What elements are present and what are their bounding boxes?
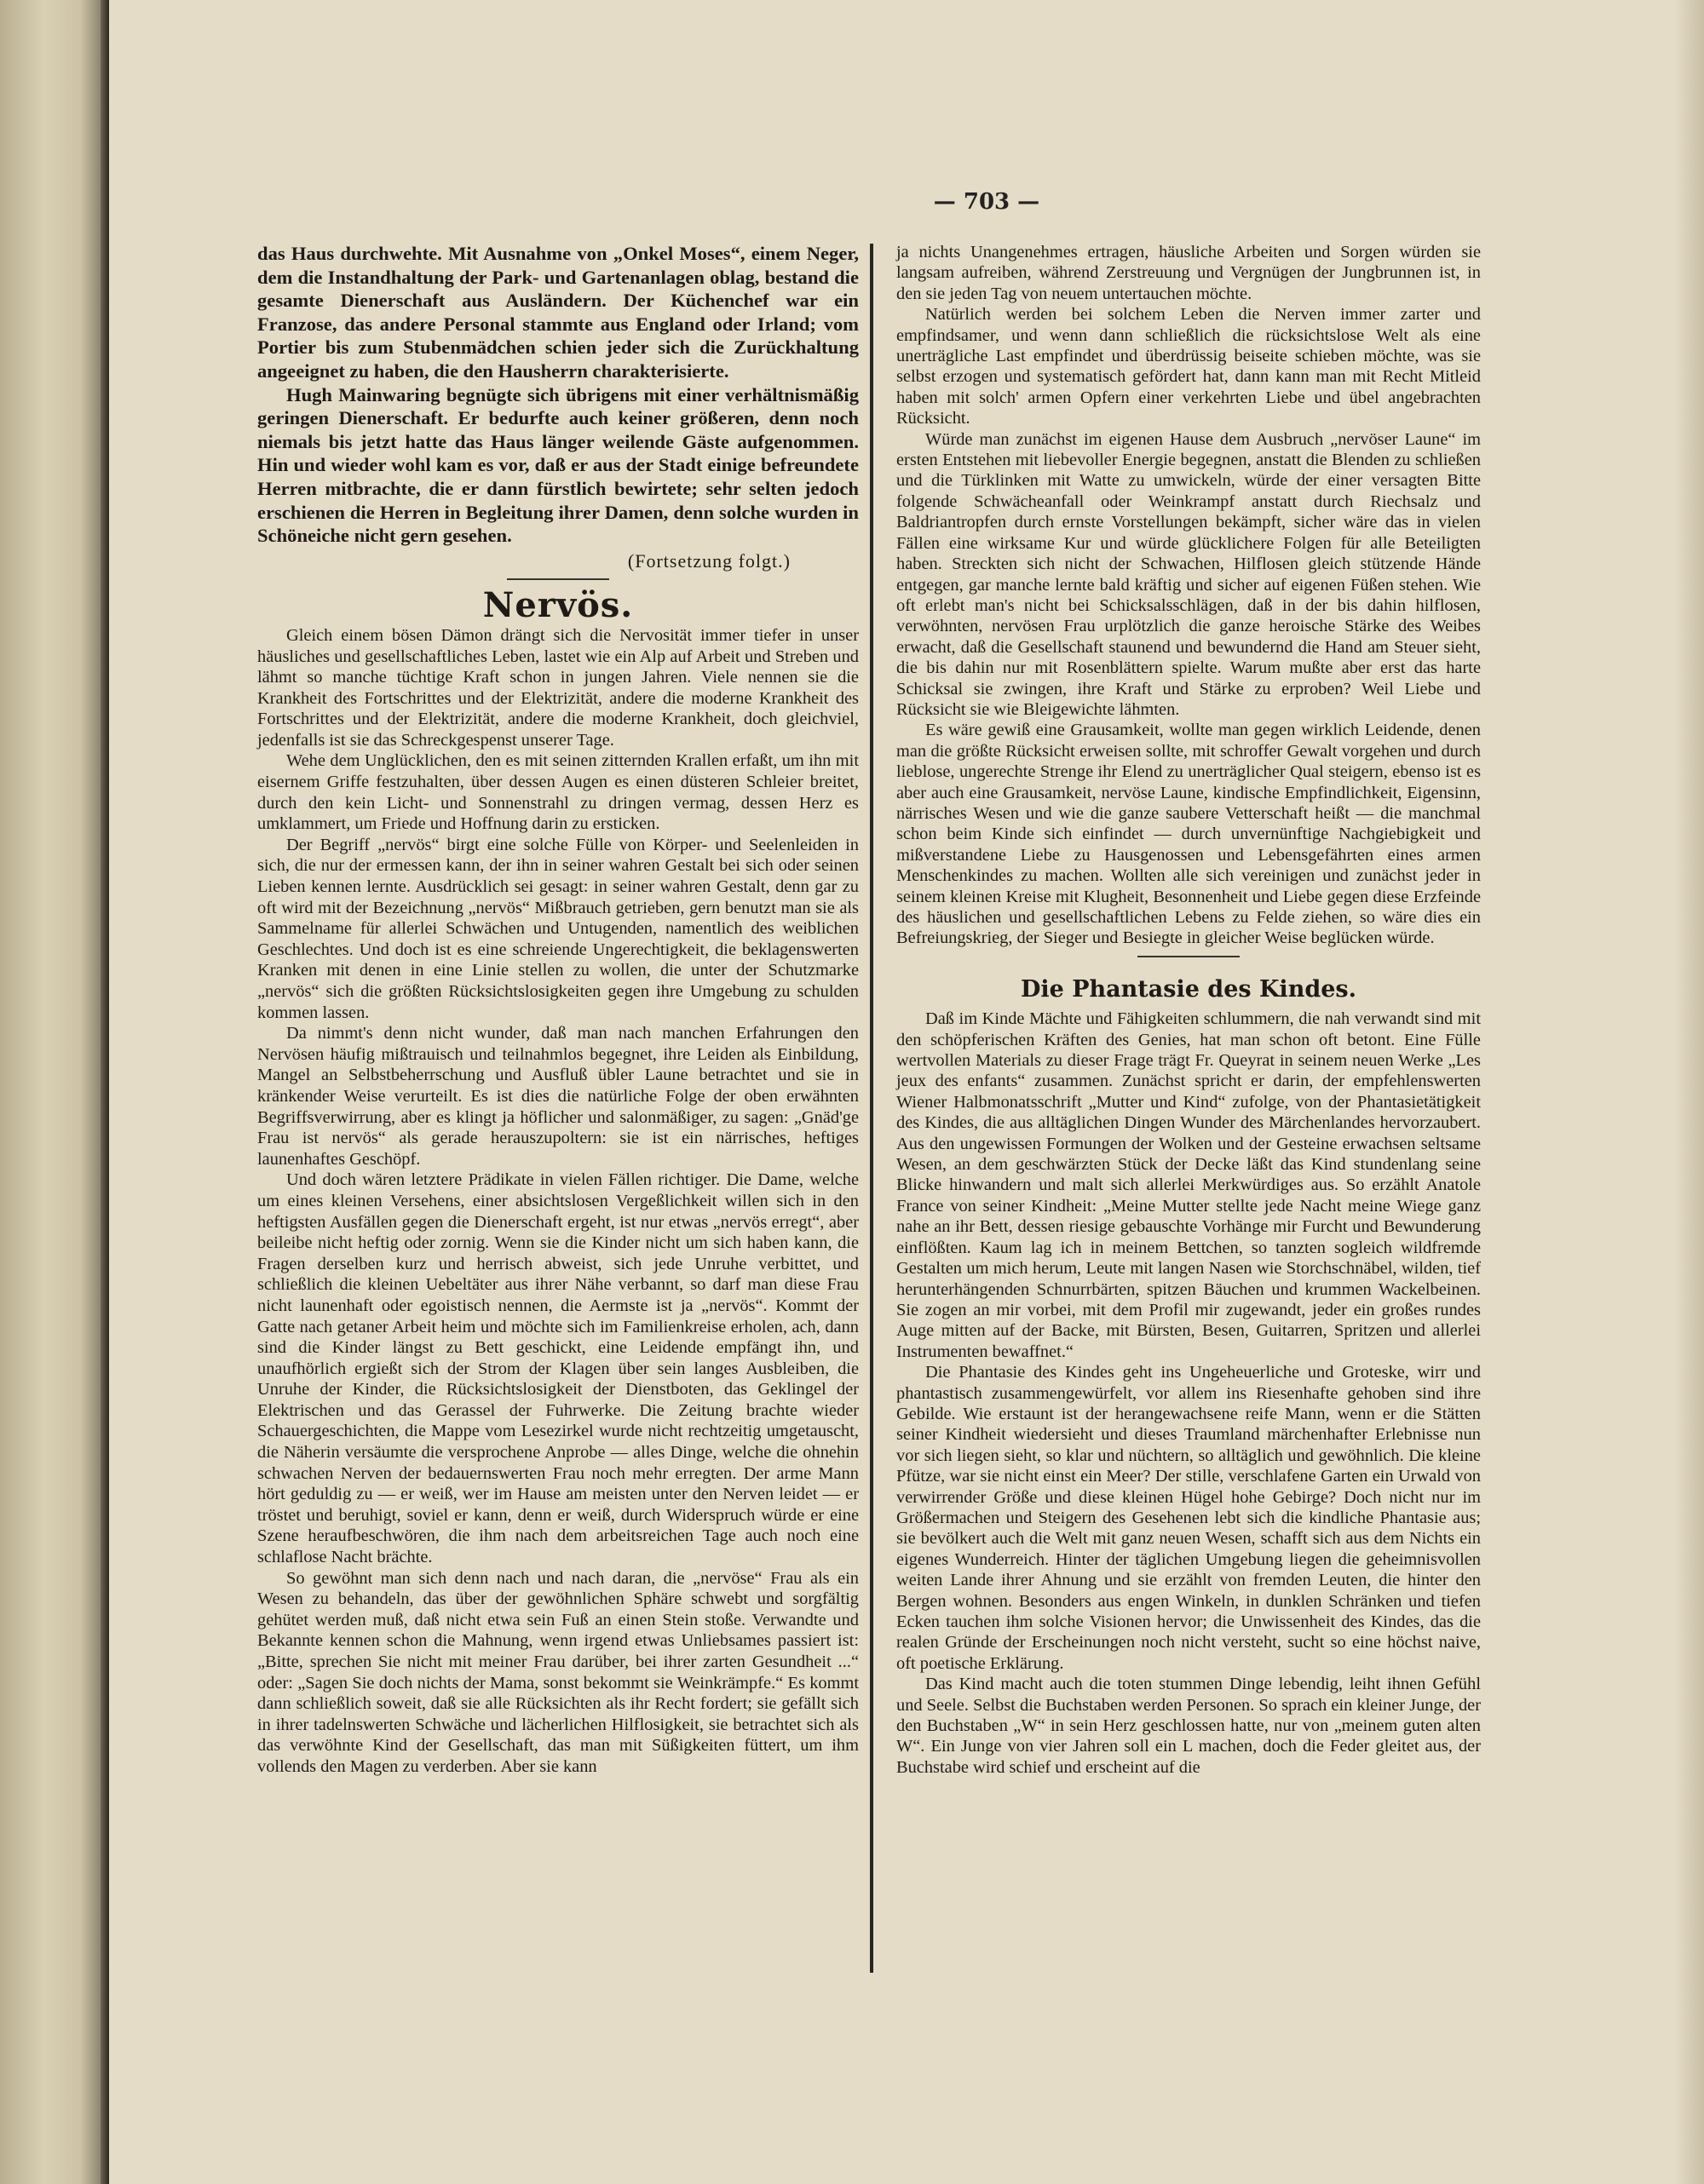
- second-article-body: [896, 1009, 1481, 1778]
- serial-paragraph: Hugh Mainwaring begnügte sich übrigens mit einer verhältnismäßig geringen Dienerschaft. Er bedurfte auch keiner größeren, denn noch niemals bis jetzt hatte das Haus länger weilende Gäste aufgenommen. Hin und wieder wohl kam es vor, daß er aus der Stadt einige befreundete Herren mitbrachte, die er dann fürstlich bewirtete; sehr selten jedoch erschienen die Herren in Begleitung ihrer Damen, denn solche wurden in Schöneiche nicht gern gesehen.: [257, 383, 859, 547]
- section-rule: [507, 578, 609, 580]
- page-number: — 703 —: [933, 189, 1040, 215]
- article-paragraph: Würde man zunächst im eigenen Hause dem Ausbruch „nervöser Laune“ im ersten Entstehen mit liebevoller Energie begegnen, anstatt die Blenden zu schließen und die Türklinken mit Watte zu umwickeln, würde der einer versagten Bitte folgende Schwächeanfall oder Weinkrampf anstatt durch Riechsalz und Baldriantropfen durch ernste Vorstellungen bekämpft, sicher wäre das in vielen Fällen eine wirksame Kur und würde glücklichere Folgen für alle Beteiligten haben. Streckten sich nicht der Schwachen, Hilflosen gleich stützende Hände entgegen, gar manche lernte bald kräftig und sicher auf eigenen Füßen stehen. Wie oft erlebt man's nicht bei Schicksalsschlägen, daß in der bis dahin hilflosen, verwöhnten, nervösen Frau urplötzlich die ganze heroische Stärke des Weibes erwacht, daß die Gesellschaft staunend und bewundernd die Hand am Steuer sieht, die bis dahin nur mit Rosenblättern spielte. Warum mußte aber erst das harte Schicksal sie zwingen, ihre Kraft und Stärke zu erproben? Weil Liebe und Rücksicht sie wie Bleigewichte lähmten.: [896, 429, 1481, 719]
- section-rule: [1137, 956, 1240, 957]
- facing-page-edge: [0, 0, 101, 2184]
- article-paragraph: Gleich einem bösen Dämon drängt sich die Nervosität immer tiefer in unser häusliches und gesellschaftliches Leben, lastet wie ein Alp auf Arbeit und Streben und lähmt so manche tüchtige Kraft schon in jungen Jahren. Viele nennen sie die Krankheit des Fortschrittes und der Elektrizität, andere die moderne Krankheit des Fortschrittes und der Elektrizität, andere die moderne Krankheit, doch gleichviel, jedenfalls ist sie das Schreckgespenst unserer Tage.: [257, 625, 859, 750]
- article-paragraph: ja nichts Unangenehmes ertragen, häusliche Arbeiten und Sorgen würden sie langsam aufreiben, während Zerstreuung und Vergnügen der Jungbrunnen ist, in den sie jeden Tag von neuem untertauchen möchte.: [896, 243, 1481, 303]
- article-paragraph: Der Begriff „nervös“ birgt eine solche Fülle von Körper- und Seelenleiden in sich, die nur der ermessen kann, der ihn in seiner wahren Gestalt bei sich oder seinen Lieben kennen lernte. Ausdrücklich sei gesagt: in seiner wahren Gestalt, denn gar zu oft wird mit der Bezeichnung „nervös“ Mißbrauch getrieben, gern benutzt man sie als Sammelname für allerlei Schwächen und Untugenden, namentlich des weiblichen Geschlechtes. Und doch ist es eine schreiende Ungerechtigkeit, die beklagenswerten Kranken mit denen in eine Linie stellen zu wollen, die unter der Schutzmarke „nervös“ sich die größten Rücksichtslosigkeiten gegen ihre Umgebung zu schulden kommen lassen.: [257, 835, 859, 1022]
- article-paragraph: Wehe dem Unglücklichen, den es mit seinen zitternden Krallen erfaßt, um ihn mit eisernem Griffe festzuhalten, über dessen Augen es einen düsteren Schleier breitet, durch den kein Licht- und Sonnenstrahl zu dringen vermag, dessen Herz es umklammert, um Friede und Hoffnung darin zu ersticken.: [257, 751, 859, 834]
- article-paragraph: Da nimmt's denn nicht wunder, daß man nach manchen Erfahrungen den Nervösen häufig mißtrauisch und teilnahmlos begegnet, ihre Leiden als Einbildung, Mangel an Selbstbeherrschung und Ausfluß übler Laune betrachtet und sie in kränkender Weise verurteilt. Es ist dies die natürliche Folge der oben erwähnten Begriffsverwirrung, aber es klingt ja höflicher und salonmäßiger, zu sagen: „Gnäd'ge Frau ist nervös“ als gerade herauszupoltern: sie ist ein närrisches, heftiges launenhaftes Geschöpf.: [257, 1024, 859, 1169]
- column-divider: [870, 244, 873, 1973]
- article-body: [257, 625, 859, 1778]
- article-paragraph: Und doch wären letztere Prädikate in vielen Fällen richtiger. Die Dame, welche um eines kleinen Versehens, einer absichtslosen Vergeßlichkeit willen sich in den heftigsten Ausfällen gegen die Dienerschaft ergeht, ist nur etwas „nervös erregt“, aber beileibe nicht heftig oder zornig. Wenn sie die Kinder nicht um sich haben kann, die Fragen derselben kurz und herrisch abweist, sich jede Unruhe verbittet, und schließlich die kleinen Uebeltäter aus ihrer Nähe verbannt, so darf man diese Frau nicht launenhaft oder egoistisch nennen, die Aermste ist ja „nervös“. Kommt der Gatte nach getaner Arbeit heim und möchte sich im Familienkreise erholen, ach, dann sind die Kinder längst zu Bett geschickt, eine Leidende empfängt ihn, und unaufhörlich ergießt sich der Strom der Klagen über sein langes Ausbleiben, die Unruhe der Kinder, die Rücksichtslosigkeit der Dienstboten, das Geklingel der Elektrischen und das Gerassel der Fuhrwerke. Die Zeitung brachte wieder Schauergeschichten, die Mappe vom Lesezirkel wurde nicht rechtzeitig umgetauscht, die Näherin versäumte die versprochene Anprobe — alles Dinge, welche die ohnehin schwachen Nerven der bedauernswerten Frau noch mehr erregten. Der arme Mann hört geduldig zu — er weiß, wer im Hause am meisten unter den Nerven leidet — er tröstet und beruhigt, soviel er kann, denn er weiß, durch Widerspruch würde er eine Szene heraufbeschwören, die ihm nach dem arbeitsreichen Tage auch noch eine schlaflose Nacht brächte.: [257, 1170, 859, 1567]
- continuation-note: (Fortsetzung folgt.): [627, 549, 791, 572]
- book-gutter: [101, 0, 109, 2184]
- article-paragraph: Es wäre gewiß eine Grausamkeit, wollte man gegen wirklich Leidende, denen man die größte Rücksicht erweisen sollte, mit schroffer Gewalt vorgehen und durch lieblose, ungerechte Strenge ihr Elend zu unerträglicher Qual steigern, ebenso ist es aber auch eine Grausamkeit, nervöse Laune, kindische Empfindlichkeit, Eigensinn, närrisches Wesen und wie die ganze saubere Vetterschaft heißt — die manchmal schon beim Kinde sich einfindet — durch unvernünftige Nachgiebigkeit und mißverstandene Liebe zu Hausgenossen und Lebensgefährten eines armen Menschenkindes zu machen. Wollten alle sich vereinigen und zunächst jeder in seinem kleinen Kreise mit Klugheit, Besonnenheit und Liebe gegen diese Erzfeinde des häuslichen und gesellschaftlichen Lebens zu Felde ziehen, so wäre dies ein Befreiungskrieg, der Sieger und Besiegte in gleicher Weise beglücken würde.: [896, 721, 1481, 948]
- article-paragraph: Die Phantasie des Kindes geht ins Ungeheuerliche und Groteske, wirr und phantastisch zusammengewürfelt, vor allem ins Riesenhafte gehoben sind ihre Gebilde. Wie erstaunt ist der herangewachsene reife Mann, wenn er die Stätten seiner Kindheit wiedersieht und dieses Traumland märchenhafter Erlebnisse nun vor sich liegen sieht, so klar und nüchtern, so alltäglich und gewöhnlich. Die kleine Pfütze, war sie nicht einst ein Meer? Der stille, verschlafene Garten ein Urwald von verwirrender Größe und diese kleinen Hügel hohe Gebirge? Doch nicht nur im Größermachen und Steigern des Gesehenen lebt sich die kindliche Phantasie aus; sie bevölkert auch die Welt mit ganz neuen Wesen, schafft sich aus dem Nichts ein eigenes Wunderreich. Hinter der täglichen Umgebung liegen die geheimnisvollen weiten Lande ihrer Ahnung und sie erzählt von fremden Leuten, die hinter den Bergen wohnen. Besonders aus engen Winkeln, in dunklen Schränken und tiefen Ecken tauchen ihm solche Visionen hervor; die Unwissenheit des Kindes, das die realen Gründe der Erscheinungen noch nicht versteht, sucht so eine höchst naive, oft poetische Erklärung.: [896, 1363, 1481, 1673]
- second-article-title: Die Phantasie des Kindes.: [1021, 975, 1356, 1003]
- article-paragraph: Daß im Kinde Mächte und Fähigkeiten schlummern, die nah verwandt sind mit den schöpferischen Kräften des Genies, hat man schon oft betont. Eine Fülle wertvollen Materials zu dieser Frage trägt Fr. Queyrat in seinem neuen Werke „Les jeux des enfants“ zusammen. Zunächst spricht er darin, der empfehlenswerten Wiener Halbmonatsschrift „Mutter und Kind“ zufolge, von der Phantasietätigkeit des Kindes, die aus alltäglichen Dingen Wunder des Märchenlandes hervorzaubert. Aus den ungewissen Formungen der Wolken und der Gesteine erwachsen seltsame Wesen, an dem geschwärzten Stück der Decke läßt das Kind stundenlang seine Blicke hinwandern und malt sich allerlei Merkwürdiges aus. So erzählt Anatole France von seiner Kindheit: „Meine Mutter stellte jede Nacht meine Wiege ganz nahe an ihr Bett, dessen riesige gebauschte Vorhänge mir Furcht und Bewunderung einflößten. Kaum lag ich in meinem Bettchen, so tanzten sogleich wildfremde Gestalten um mich herum, Leute mit langen Nasen wie Storchschnäbel, wilden, tief herunterhängenden Schnurrbärten, spitzen Bäuchen und krummen Wackelbeinen. Sie zogen an mir vorbei, mit dem Profil mir zugewandt, jeder ein großes rundes Auge mitten auf der Backe, mit Bürsten, Besen, Guitarren, Spritzen und allerlei Instrumenten bewaffnet.“: [896, 1009, 1481, 1361]
- article-paragraph: Das Kind macht auch die toten stummen Dinge lebendig, leiht ihnen Gefühl und Seele. Selbst die Buchstaben werden Personen. So sprach ein kleiner Junge, der den Buchstaben „W“ in sein Herz geschlossen hatte, nur von „meinem guten alten W“. Ein Junge von vier Jahren soll ein L machen, doch die Feder gleitet aus, der Buchstabe wird schief und erscheint auf die: [896, 1675, 1481, 1777]
- article-continuation: [896, 242, 1481, 949]
- article-paragraph: Natürlich werden bei solchem Leben die Nerven immer zarter und empfindsamer, und wenn dann schließlich die rücksichtslose Welt als eine unerträgliche Last empfindet und überdrüssig beiseite schieben möchte, was sie selbst erzogen und systematisch gefördert hat, dann kann man mit Recht Mitleid haben mit solch' armen Opfern einer verkehrten Liebe und übel angebrachten Rücksicht.: [896, 305, 1481, 428]
- serial-installment: [257, 242, 859, 548]
- article-title: Nervös.: [482, 585, 634, 626]
- left-column: [257, 242, 859, 1778]
- right-column: [896, 242, 1481, 1778]
- article-paragraph: So gewöhnt man sich denn nach und nach daran, die „nervöse“ Frau als ein Wesen zu behandeln, das über der gewöhnlichen Sphäre schwebt und sorgfältig gehütet werden muß, daß nicht etwa sein Fuß an einen Stein stoße. Verwandte und Bekannte kennen schon die Mahnung, wenn irgend etwas Unliebsames passiert ist: „Bitte, sprechen Sie nicht mit meiner Frau darüber, bei ihrer zarten Gesundheit ...“ oder: „Sagen Sie doch nichts der Mama, sonst bekommt sie Weinkrämpfe.“ Es kommt dann schließlich soweit, daß sie alle Rücksichten als ihr Recht fordert; sie gefällt sich in ihrer tadelnswerten Schwäche und lächerlichen Hilflosigkeit, sie betrachtet sich als das verwöhnte Kind der Gesellschaft, das man mit Süßigkeiten füttert, um ihm vollends den Magen zu verderben. Aber sie kann: [257, 1568, 859, 1776]
- serial-paragraph: das Haus durchwehte. Mit Ausnahme von „Onkel Moses“, einem Neger, dem die Instandhaltung der Park- und Gartenanlagen oblag, bestand die gesamte Dienerschaft aus Ausländern. Der Küchenchef war ein Franzose, das andere Personal stammte aus England oder Irland; vom Portier bis zum Stubenmädchen schien jeder sich die Zurückhaltung angeeignet zu haben, die den Hausherrn charakterisierte.: [257, 243, 859, 382]
